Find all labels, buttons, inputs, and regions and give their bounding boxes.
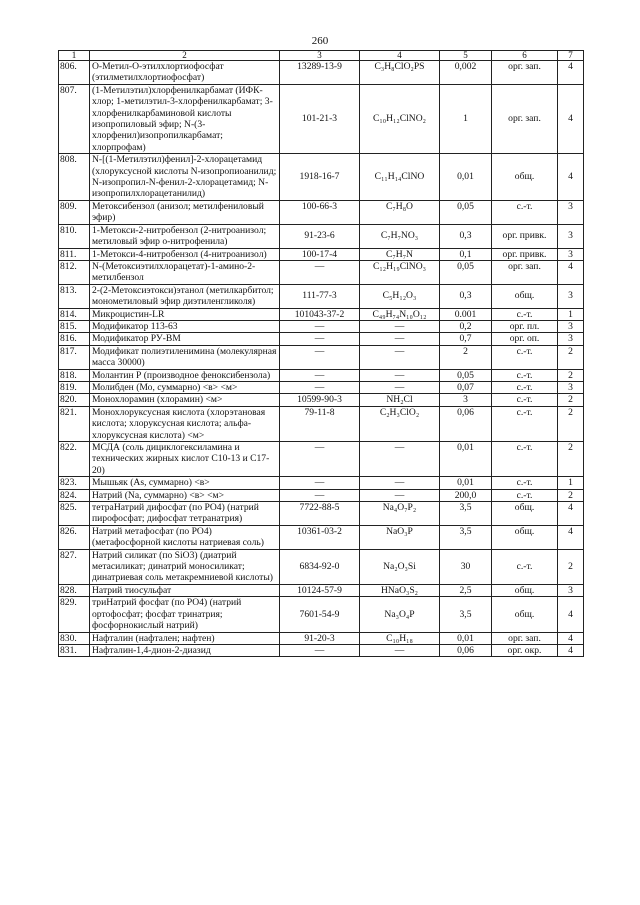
cas-number: 7722-88-5: [280, 502, 360, 526]
row-number: 824.: [59, 489, 90, 501]
concentration-value: 0,07: [440, 381, 492, 393]
table-row: [59, 597, 584, 632]
concentration-value: 0,002: [440, 61, 492, 85]
concentration-value: 0,01: [440, 154, 492, 201]
hazard-class: 2: [558, 489, 584, 501]
chemical-formula: C₁₁H₁₄ClNO: [360, 154, 440, 201]
substance-name: N-[(1-Метилэтил)фенил]-2-хлорацетамид (хлоруксусной кислоты N-изопропиоанилид; N-изопропил-N-фенил-2-хлорацетамид; N-изопропилхлорацетанилид): [90, 154, 280, 201]
hazard-category: орг. зап.: [492, 632, 558, 644]
chemical-formula: C₄₉H₇₄N₁₀O₁₂: [360, 308, 440, 320]
substance-name: Нафталин-1,4-дион-2-диазид: [90, 644, 280, 656]
substance-name: Модификат полиэтиленимина (молекулярная масса 30000): [90, 345, 280, 369]
chemical-formula: C₇H₇NO₃: [360, 224, 440, 248]
substance-name: Натрий силикат (по SiO3) (диатрий метасиликат; динатрий моносиликат; динатриевая соль метакремниевой кислоты): [90, 549, 280, 584]
cas-number: 91-20-3: [280, 632, 360, 644]
cas-number: 6834-92-0: [280, 549, 360, 584]
chemical-formula: HNaO₃S₂: [360, 584, 440, 596]
cas-number: 100-66-3: [280, 200, 360, 224]
hazard-class: 3: [558, 333, 584, 345]
chemical-formula: —: [360, 442, 440, 477]
table-row: [59, 61, 584, 85]
hazard-category: с.-т.: [492, 369, 558, 381]
cas-number: —: [280, 260, 360, 284]
cas-number: 10361-03-2: [280, 525, 360, 549]
row-number: 825.: [59, 502, 90, 526]
substance-name: Молантин Р (производное феноксибензола): [90, 369, 280, 381]
substance-name: Молибден (Мо, суммарно) <в> <м>: [90, 381, 280, 393]
hazard-class: 4: [558, 61, 584, 85]
substance-name: Натрий (Na, суммарно) <в> <м>: [90, 489, 280, 501]
hazard-class: 2: [558, 549, 584, 584]
hazard-class: 2: [558, 345, 584, 369]
chemical-formula: C₁₂H₁₉ClNO₃: [360, 260, 440, 284]
substance-name: Нафталин (нафтален; нафтен): [90, 632, 280, 644]
chemical-formula: Na₂O₃Si: [360, 549, 440, 584]
table-row: [59, 260, 584, 284]
substance-name: триНатрий фосфат (по PO4) (натрий ортофосфат; фосфат тринатрия; фосфорнокислый натрий): [90, 597, 280, 632]
hazard-class: 3: [558, 200, 584, 224]
concentration-value: 0,05: [440, 200, 492, 224]
hazard-class: 3: [558, 224, 584, 248]
row-number: 815.: [59, 320, 90, 332]
table-row: [59, 502, 584, 526]
row-number: 816.: [59, 333, 90, 345]
hazard-category: с.-т.: [492, 406, 558, 441]
concentration-value: 0,01: [440, 632, 492, 644]
row-number: 810.: [59, 224, 90, 248]
table-row: [59, 320, 584, 332]
chemical-formula: NaO₃P: [360, 525, 440, 549]
concentration-value: 0,2: [440, 320, 492, 332]
row-number: 806.: [59, 61, 90, 85]
cas-number: —: [280, 381, 360, 393]
chemical-formula: C₁₀H₁₈: [360, 632, 440, 644]
table-row: [59, 333, 584, 345]
hazard-category: орг. зап.: [492, 260, 558, 284]
cas-number: 101043-37-2: [280, 308, 360, 320]
concentration-value: 1: [440, 84, 492, 153]
chemical-formula: —: [360, 333, 440, 345]
cas-number: —: [280, 442, 360, 477]
table-row: [59, 154, 584, 201]
hazard-class: 2: [558, 442, 584, 477]
table-row: [59, 394, 584, 406]
table-row: [59, 248, 584, 260]
col-header-6: 6: [492, 51, 558, 61]
hazard-category: орг. зап.: [492, 84, 558, 153]
hazard-category: общ.: [492, 525, 558, 549]
hazard-category: с.-т.: [492, 345, 558, 369]
hazard-class: 4: [558, 632, 584, 644]
chemical-formula: C₇H₈O: [360, 200, 440, 224]
cas-number: 7601-54-9: [280, 597, 360, 632]
row-number: 814.: [59, 308, 90, 320]
hazard-class: 4: [558, 525, 584, 549]
chemical-formula: —: [360, 320, 440, 332]
hazard-category: общ.: [492, 597, 558, 632]
hazard-class: 3: [558, 320, 584, 332]
hazard-category: с.-т.: [492, 477, 558, 489]
col-header-7: 7: [558, 51, 584, 61]
hazard-category: с.-т.: [492, 200, 558, 224]
substance-name: О-Метил-О-этилхлортиофосфат (этилметилхлортиофосфат): [90, 61, 280, 85]
substance-name: 2-(2-Метоксиэтокси)этанол (метилкарбитол; монометиловый эфир диэтиленгликоля): [90, 284, 280, 308]
table-row: [59, 369, 584, 381]
concentration-value: 2,5: [440, 584, 492, 596]
hazard-category: общ.: [492, 154, 558, 201]
substance-name: (1-Метилэтил)хлорфенилкарбамат (ИФК-хлор; 1-метилэтил-3-хлорфенилкарбамат; 3-хлорфенилкарбаминовой кислоты изопропиловый эфир; N-(3-хлорфенил)изопропилкарбамат; хлорпрофам): [90, 84, 280, 153]
cas-number: —: [280, 644, 360, 656]
substance-name: 1-Метокси-4-нитробензол (4-нитроанизол): [90, 248, 280, 260]
table-row: [59, 584, 584, 596]
substances-table: [58, 50, 584, 657]
table-row: [59, 489, 584, 501]
row-number: 818.: [59, 369, 90, 381]
hazard-class: 1: [558, 477, 584, 489]
row-number: 817.: [59, 345, 90, 369]
table-row: [59, 224, 584, 248]
row-number: 831.: [59, 644, 90, 656]
concentration-value: 3,5: [440, 597, 492, 632]
substance-name: Натрий метафосфат (по PO4) (метафосфорной кислоты натриевая соль): [90, 525, 280, 549]
concentration-value: 3,5: [440, 525, 492, 549]
cas-number: —: [280, 369, 360, 381]
row-number: 811.: [59, 248, 90, 260]
chemical-formula: C₂H₃ClO₂: [360, 406, 440, 441]
hazard-category: с.-т.: [492, 394, 558, 406]
hazard-category: с.-т.: [492, 308, 558, 320]
chemical-formula: Na₄O₇P₂: [360, 502, 440, 526]
concentration-value: 0,1: [440, 248, 492, 260]
col-header-1: 1: [59, 51, 90, 61]
table-row: [59, 284, 584, 308]
substance-name: Мышьяк (As, суммарно) <в>: [90, 477, 280, 489]
row-number: 826.: [59, 525, 90, 549]
table-row: [59, 406, 584, 441]
table-row: [59, 442, 584, 477]
cas-number: —: [280, 345, 360, 369]
substance-name: 1-Метокси-2-нитробензол (2-нитроанизол; метиловый эфир о-нитрофенила): [90, 224, 280, 248]
hazard-class: 4: [558, 84, 584, 153]
hazard-class: 2: [558, 394, 584, 406]
concentration-value: 0,06: [440, 406, 492, 441]
cas-number: 1918-16-7: [280, 154, 360, 201]
chemical-formula: C₁₀H₁₂ClNO₂: [360, 84, 440, 153]
row-number: 828.: [59, 584, 90, 596]
substance-name: Модификатор 113-63: [90, 320, 280, 332]
table-row: [59, 345, 584, 369]
chemical-formula: C₃H₈ClO₂PS: [360, 61, 440, 85]
table-body: [59, 61, 584, 657]
hazard-class: 3: [558, 381, 584, 393]
table-row: [59, 644, 584, 656]
substance-name: Монохлоруксусная кислота (хлорэтановая кислота; хлоруксусная кислота; альфа- хлоруксусная кислота) <м>: [90, 406, 280, 441]
cas-number: —: [280, 320, 360, 332]
substance-name: тетраНатрий дифосфат (по PO4) (натрий пирофосфат; дифосфат тетранатрия): [90, 502, 280, 526]
hazard-category: орг. привк.: [492, 248, 558, 260]
hazard-class: 3: [558, 248, 584, 260]
concentration-value: 0,01: [440, 477, 492, 489]
row-number: 813.: [59, 284, 90, 308]
table-row: [59, 381, 584, 393]
table-row: [59, 200, 584, 224]
hazard-category: орг. оп.: [492, 333, 558, 345]
hazard-class: 3: [558, 284, 584, 308]
chemical-formula: C₇H₇N: [360, 248, 440, 260]
substance-name: МСДА (соль дициклогексиламина и технических жирных кислот С10-13 и С17-20): [90, 442, 280, 477]
row-number: 820.: [59, 394, 90, 406]
hazard-class: 4: [558, 644, 584, 656]
chemical-formula: —: [360, 477, 440, 489]
concentration-value: 3,5: [440, 502, 492, 526]
header-row: [59, 51, 584, 61]
hazard-category: общ.: [492, 584, 558, 596]
chemical-formula: —: [360, 369, 440, 381]
row-number: 822.: [59, 442, 90, 477]
hazard-category: общ.: [492, 284, 558, 308]
row-number: 827.: [59, 549, 90, 584]
concentration-value: 0,01: [440, 442, 492, 477]
col-header-4: 4: [360, 51, 440, 61]
hazard-category: общ.: [492, 502, 558, 526]
cas-number: —: [280, 477, 360, 489]
table-row: [59, 525, 584, 549]
concentration-value: 3: [440, 394, 492, 406]
hazard-class: 4: [558, 502, 584, 526]
table-row: [59, 477, 584, 489]
cas-number: —: [280, 333, 360, 345]
hazard-class: 2: [558, 369, 584, 381]
chemical-formula: Na₃O₄P: [360, 597, 440, 632]
hazard-category: с.-т.: [492, 549, 558, 584]
row-number: 823.: [59, 477, 90, 489]
table-row: [59, 308, 584, 320]
substance-name: Метоксибензол (анизол; метилфениловый эфир): [90, 200, 280, 224]
col-header-2: 2: [90, 51, 280, 61]
substance-name: N-(Метоксиэтилхлорацетат)-1-амино-2-метилбензол: [90, 260, 280, 284]
hazard-category: орг. зап.: [492, 61, 558, 85]
cas-number: 111-77-3: [280, 284, 360, 308]
cas-number: 79-11-8: [280, 406, 360, 441]
hazard-class: 2: [558, 406, 584, 441]
concentration-value: 2: [440, 345, 492, 369]
row-number: 819.: [59, 381, 90, 393]
chemical-formula: —: [360, 644, 440, 656]
cas-number: 13289-13-9: [280, 61, 360, 85]
concentration-value: 0.001: [440, 308, 492, 320]
concentration-value: 0,05: [440, 260, 492, 284]
row-number: 830.: [59, 632, 90, 644]
col-header-5: 5: [440, 51, 492, 61]
hazard-category: с.-т.: [492, 442, 558, 477]
concentration-value: 0,7: [440, 333, 492, 345]
concentration-value: 0,3: [440, 284, 492, 308]
hazard-class: 1: [558, 308, 584, 320]
hazard-class: 4: [558, 597, 584, 632]
hazard-category: с.-т.: [492, 489, 558, 501]
chemical-formula: —: [360, 345, 440, 369]
row-number: 808.: [59, 154, 90, 201]
chemical-formula: —: [360, 489, 440, 501]
col-header-3: 3: [280, 51, 360, 61]
concentration-value: 0,06: [440, 644, 492, 656]
concentration-value: 30: [440, 549, 492, 584]
row-number: 821.: [59, 406, 90, 441]
cas-number: 10599-90-3: [280, 394, 360, 406]
substance-name: Монохлорамин (хлорамин) <м>: [90, 394, 280, 406]
cas-number: 91-23-6: [280, 224, 360, 248]
substance-name: Модификатор РУ-ВМ: [90, 333, 280, 345]
concentration-value: 0,05: [440, 369, 492, 381]
hazard-class: 3: [558, 584, 584, 596]
page-number: 260: [311, 35, 329, 47]
hazard-class: 4: [558, 260, 584, 284]
table-row: [59, 632, 584, 644]
hazard-category: орг. привк.: [492, 224, 558, 248]
table-row: [59, 84, 584, 153]
row-number: 812.: [59, 260, 90, 284]
cas-number: 10124-57-9: [280, 584, 360, 596]
concentration-value: 200,0: [440, 489, 492, 501]
row-number: 809.: [59, 200, 90, 224]
row-number: 807.: [59, 84, 90, 153]
chemical-formula: NH₂Cl: [360, 394, 440, 406]
substance-name: Микроцистин-LR: [90, 308, 280, 320]
chemical-formula: C₅H₁₂O₃: [360, 284, 440, 308]
cas-number: 101-21-3: [280, 84, 360, 153]
hazard-category: орг. пл.: [492, 320, 558, 332]
hazard-class: 4: [558, 154, 584, 201]
table-row: [59, 549, 584, 584]
cas-number: 100-17-4: [280, 248, 360, 260]
chemical-formula: —: [360, 381, 440, 393]
substance-name: Натрий тиосульфат: [90, 584, 280, 596]
concentration-value: 0,3: [440, 224, 492, 248]
cas-number: —: [280, 489, 360, 501]
hazard-category: орг. окр.: [492, 644, 558, 656]
hazard-category: с.-т.: [492, 381, 558, 393]
row-number: 829.: [59, 597, 90, 632]
